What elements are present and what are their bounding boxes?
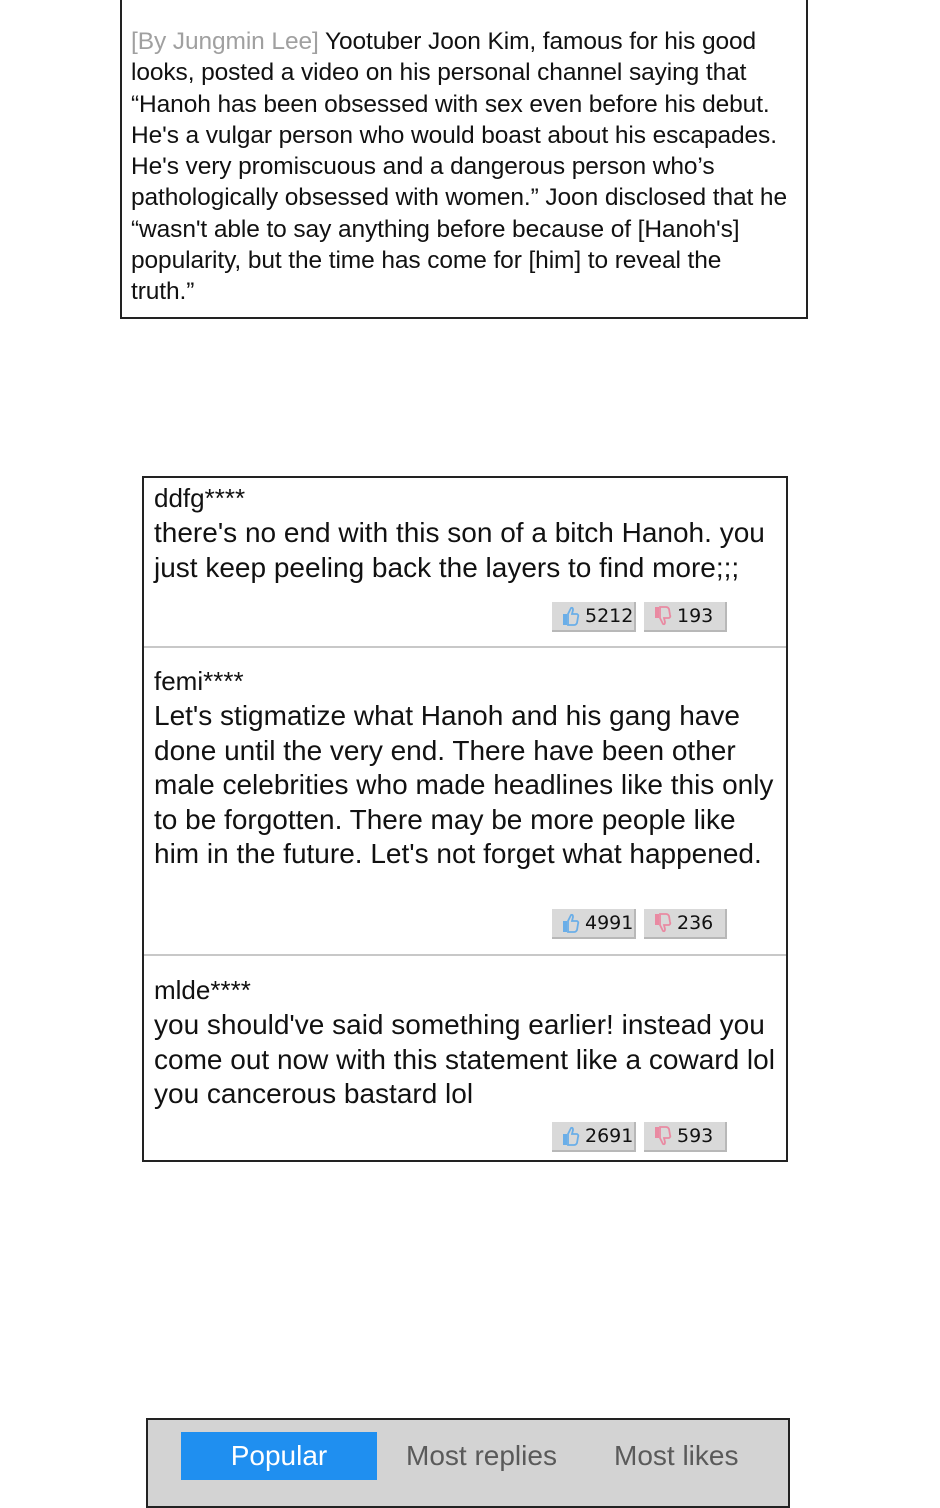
dislike-count: 593 [677, 1125, 714, 1147]
comment-username: mlde**** [154, 975, 251, 1005]
thumbs-up-icon [562, 1126, 580, 1146]
article-byline: [By Jungmin Lee] [131, 28, 319, 55]
comment-divider [144, 954, 786, 956]
like-button[interactable] [552, 909, 636, 939]
article-text [131, 26, 791, 308]
comment-divider [144, 646, 786, 648]
tab-most-likes[interactable]: Most likes [614, 1440, 739, 1471]
tab-most-replies[interactable]: Most replies [406, 1440, 557, 1471]
comment-username: femi**** [154, 666, 244, 696]
article-body: Yootuber Joon Kim, famous for his good looks, posted a video on his personal channel saying that “Hanoh has been obsessed with sex even before his debut. He's a vulgar person who would boast about his escapades. He's very promiscuous and a dangerous person who’s pathologically obsessed with women.” Joon disclosed that he “wasn't able to say anything before because of [Hanoh's] popularity, but the time has come for [him] to reveal the truth.” [131, 28, 787, 306]
dislike-button[interactable] [644, 909, 727, 939]
tab-popular[interactable]: Popular [181, 1432, 377, 1480]
comment-text: Let's stigmatize what Hanoh and his gang have done until the very end. There have been other male celebrities who made headlines like this only to be forgotten. There may be more people like him in the future. Let's not forget what happened. [154, 700, 774, 869]
thumbs-down-icon [654, 913, 672, 933]
comment-username: ddfg**** [154, 483, 246, 513]
comment-sort-tabs [146, 1418, 790, 1508]
like-count: 2691 [585, 1125, 634, 1147]
news-article [120, 0, 808, 319]
like-count: 4991 [585, 912, 634, 934]
thumbs-up-icon [562, 606, 580, 626]
thumbs-down-icon [654, 606, 672, 626]
comment-text: you should've said something earlier! instead you come out now with this statement like a coward lol you cancerous bastard lol [154, 1009, 775, 1109]
thumbs-down-icon [654, 1126, 672, 1146]
dislike-button[interactable] [644, 1122, 727, 1152]
like-count: 5212 [585, 605, 634, 627]
comment-text: there's no end with this son of a bitch Hanoh. you just keep peeling back the layers to find more;;; [154, 517, 765, 583]
dislike-button[interactable] [644, 602, 727, 632]
thumbs-up-icon [562, 913, 580, 933]
dislike-count: 236 [677, 912, 714, 934]
dislike-count: 193 [677, 605, 714, 627]
like-button[interactable] [552, 602, 636, 632]
like-button[interactable] [552, 1122, 636, 1152]
comment-list [142, 476, 788, 1162]
